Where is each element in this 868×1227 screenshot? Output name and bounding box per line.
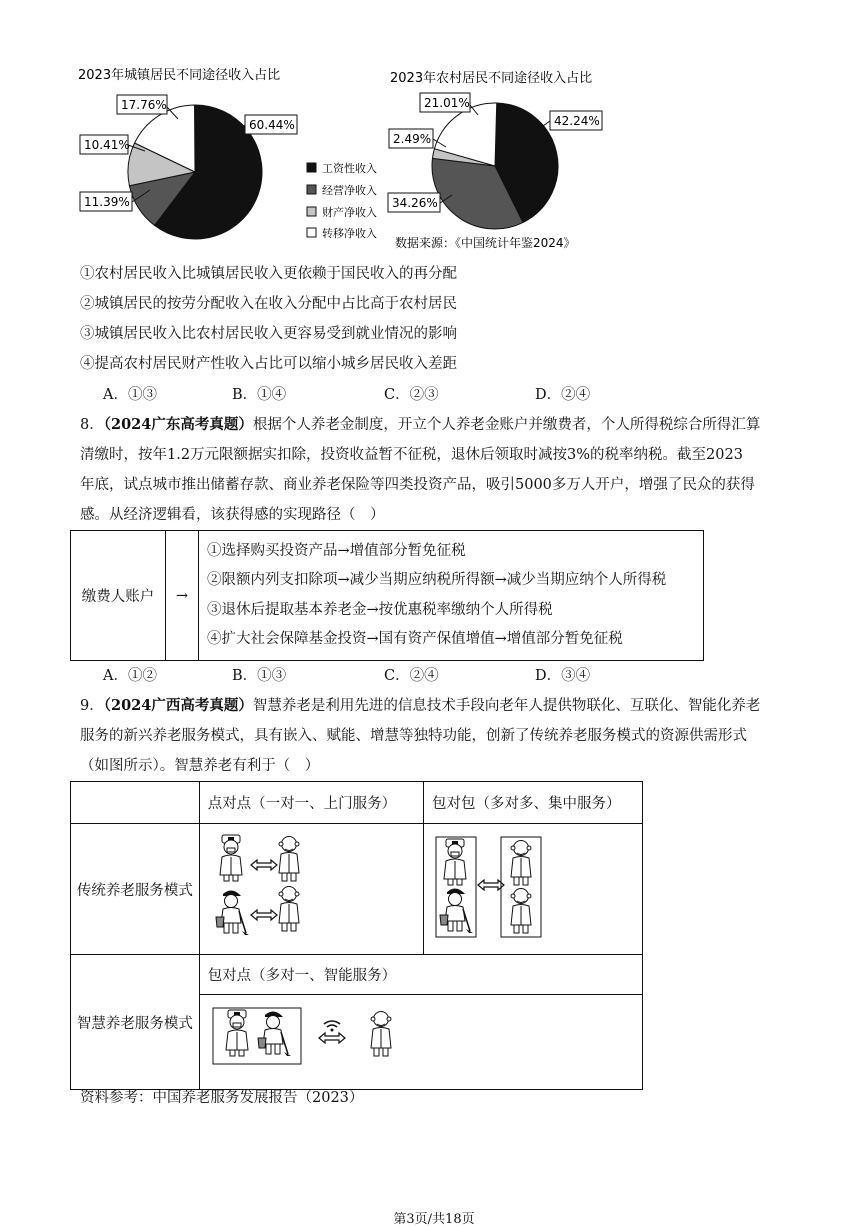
q7-option-b[interactable]: B．①④ (232, 387, 287, 403)
q8-item-1: ①选择购买投资产品→增值部分暂免征税 (207, 542, 466, 559)
q9-table (70, 781, 643, 1090)
q8-item-2: ②限额内列支扣除项→减少当期应纳税所得额→减少当期应纳个人所得税 (207, 572, 667, 588)
q9-header-b2p: 包对点（多对一、智能服务） (199, 955, 642, 995)
caregiver-figure (226, 1010, 248, 1056)
rural-label-transfer-text: 21.01% (424, 96, 470, 110)
q7-statement-3: ③城镇居民收入比农村居民收入更容易受到就业情况的影响 (80, 326, 457, 342)
elder-figure (279, 837, 299, 882)
income-charts (0, 55, 868, 260)
page-footer: 第3页/共18页 (393, 1212, 475, 1227)
legend-transfer: 转移净收入 (322, 227, 377, 240)
cleaner-figure (258, 1012, 291, 1057)
q9-header-b2b: 包对包（多对多、集中服务） (424, 782, 643, 824)
rural-pie-chart (432, 103, 558, 229)
q9-row-smart: 智慧养老服务模式 (71, 955, 200, 1090)
double-arrow-icon (478, 880, 504, 890)
cleaner-figure (216, 891, 249, 936)
q7-statement-2: ②城镇居民的按劳分配收入在收入分配中占比高于农村居民 (80, 296, 457, 312)
urban-label-wage-text: 60.44% (249, 118, 295, 132)
urban-label-transfer-text: 17.76% (121, 98, 167, 112)
q8-option-a[interactable]: A．①② (103, 668, 157, 684)
q7-option-c[interactable]: C．②③ (384, 387, 439, 403)
q8-line-4: 感。从经济逻辑看，该获得感的实现路径（ ） (80, 507, 385, 523)
elder-figure (511, 889, 531, 934)
q8-option-c[interactable]: C．②④ (384, 668, 439, 684)
q8-table-items (199, 531, 704, 661)
q8-line-2: 清缴时，按年1.2万元限额据实扣除，投资收益暂不征税，退休后领取时减按3%的税率纳税。截至2023 (80, 447, 743, 463)
q9-row-traditional: 传统养老服务模式 (71, 824, 200, 955)
rural-label-wage-text: 42.24% (554, 114, 600, 128)
cleaner-figure (440, 889, 473, 934)
q9-source: （2024广西高考真题） (103, 697, 253, 714)
q8-table-left: 缴费人账户 (71, 531, 166, 661)
double-arrow-icon (251, 860, 277, 870)
rural-label-transfer (420, 93, 478, 115)
q8-item-3: ③退休后提取基本养老金→按优惠税率缴纳个人所得税 (207, 601, 553, 618)
q8-option-b[interactable]: B．①③ (232, 668, 287, 684)
q8-number: 8． (80, 417, 104, 433)
q8-text-1: 根据个人养老金制度，开立个人养老金账户并缴费者，个人所得税综合所得汇算 (252, 417, 761, 433)
urban-label-business-text: 11.39% (84, 195, 130, 209)
q7-statement-4: ④提高农村居民财产性收入占比可以缩小城乡居民收入差距 (80, 356, 457, 372)
legend-business: 经营净收入 (322, 184, 377, 197)
caregiver-figure (220, 835, 242, 881)
q9-b2p-figure (199, 995, 642, 1090)
rural-chart-title: 2023年农村居民不同途径收入占比 (390, 71, 593, 86)
q8-option-d[interactable]: D．③④ (535, 668, 591, 684)
q8-table-arrow: → (166, 531, 199, 661)
elder-figure (279, 887, 299, 932)
q8-line-3: 年底，试点城市推出储蓄存款、商业养老保险等四类投资产品，吸引5000多万人开户，增强了民众的获得 (80, 477, 755, 493)
q9-text-1: 智慧养老是利用先进的信息技术手段向老年人提供物联化、互联化、智能化养老 (252, 698, 761, 714)
q9-b2b-figure (424, 824, 643, 955)
q8-table (70, 530, 704, 661)
q8-source: （2024广东高考真题） (103, 416, 253, 433)
rural-label-property-text: 2.49% (393, 132, 432, 146)
q7-statement-1: ①农村居民收入比城镇居民收入更依赖于国民收入的再分配 (80, 266, 457, 282)
urban-chart-title: 2023年城镇居民不同途径收入占比 (78, 68, 281, 83)
q9-line-3: （如图所示）。智慧养老有利于（ ） (80, 758, 320, 774)
double-arrow-icon (251, 910, 277, 920)
rural-label-business-text: 34.26% (392, 196, 438, 210)
q9-header-p2p: 点对点（一对一、上门服务） (199, 782, 423, 824)
urban-label-property-text: 10.41% (84, 138, 130, 152)
q7-option-a[interactable]: A．①③ (103, 387, 157, 403)
q9-line-2: 服务的新兴养老服务模式，具有嵌入、赋能、增慧等独特功能，创新了传统养老服务模式的资源供需形式 (80, 728, 747, 744)
q8-line-1 (80, 413, 760, 434)
caregiver-figure (444, 839, 466, 885)
chart-legend (307, 161, 377, 240)
q9-p2p-figure (199, 824, 423, 955)
elder-figure (371, 1012, 391, 1057)
chart-source: 数据来源：《中国统计年鉴2024》 (395, 236, 576, 250)
legend-wage: 工资性收入 (322, 162, 377, 175)
wireless-signal-icon (319, 1021, 345, 1043)
elder-figure (511, 841, 531, 886)
q9-number: 9． (80, 698, 104, 714)
q9-reference: 资料参考：中国养老服务发展报告（2023） (80, 1090, 364, 1106)
q7-option-d[interactable]: D．②④ (535, 387, 591, 403)
q8-item-4: ④扩大社会保障基金投资→国有资产保值增值→增值部分暂免征税 (207, 631, 623, 647)
q9-line-1 (80, 694, 760, 715)
urban-pie-chart (128, 105, 262, 239)
legend-property: 财产净收入 (322, 206, 377, 219)
